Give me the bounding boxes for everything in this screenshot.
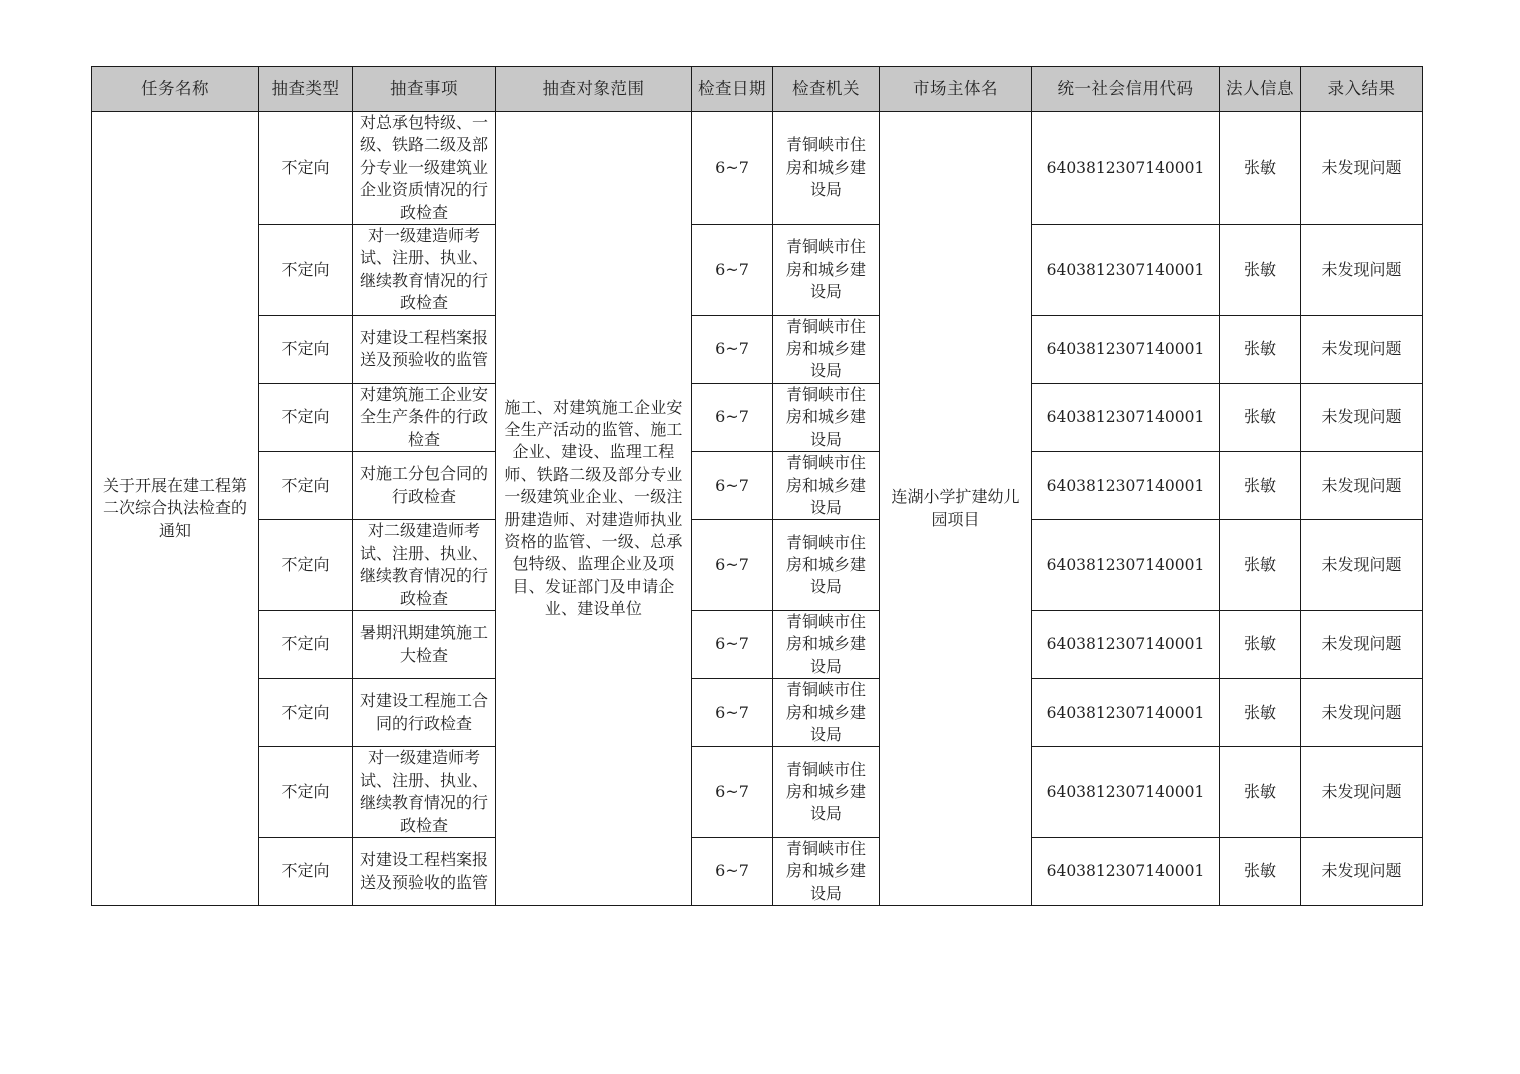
check-date-cell: 6~7 [692, 610, 773, 678]
inspection-table [91, 66, 1423, 906]
check-type-cell: 不定向 [259, 225, 353, 316]
table-row [92, 679, 1423, 747]
credit-code-cell: 6403812307140001 [1032, 838, 1220, 906]
legal-person-cell: 张敏 [1220, 520, 1301, 611]
check-date-cell: 6~7 [692, 225, 773, 316]
legal-person-cell: 张敏 [1220, 679, 1301, 747]
check-agency-cell: 青铜峡市住房和城乡建设局 [773, 838, 880, 906]
table-row [92, 452, 1423, 520]
table-body [92, 112, 1423, 906]
legal-person-cell: 张敏 [1220, 838, 1301, 906]
legal-person-cell: 张敏 [1220, 112, 1301, 225]
entry-result-cell: 未发现问题 [1301, 679, 1423, 747]
credit-code-cell: 6403812307140001 [1032, 520, 1220, 611]
check-agency-cell: 青铜峡市住房和城乡建设局 [773, 315, 880, 383]
credit-code-cell: 6403812307140001 [1032, 747, 1220, 838]
header-check-agency: 检查机关 [773, 67, 880, 112]
entry-result-cell: 未发现问题 [1301, 838, 1423, 906]
check-item-cell: 对建设工程档案报送及预验收的监管 [353, 838, 496, 906]
check-item-cell: 对建设工程施工合同的行政检查 [353, 679, 496, 747]
header-check-item: 抽查事项 [353, 67, 496, 112]
credit-code-cell: 6403812307140001 [1032, 315, 1220, 383]
check-item-cell: 对建设工程档案报送及预验收的监管 [353, 315, 496, 383]
check-type-cell: 不定向 [259, 838, 353, 906]
header-market-entity: 市场主体名 [880, 67, 1032, 112]
check-agency-cell: 青铜峡市住房和城乡建设局 [773, 747, 880, 838]
table-row [92, 520, 1423, 611]
check-date-cell: 6~7 [692, 520, 773, 611]
check-type-cell: 不定向 [259, 520, 353, 611]
check-date-cell: 6~7 [692, 112, 773, 225]
header-check-date: 检查日期 [692, 67, 773, 112]
check-date-cell: 6~7 [692, 315, 773, 383]
check-item-cell: 对施工分包合同的行政检查 [353, 452, 496, 520]
legal-person-cell: 张敏 [1220, 452, 1301, 520]
check-item-cell: 对二级建造师考试、注册、执业、继续教育情况的行政检查 [353, 520, 496, 611]
legal-person-cell: 张敏 [1220, 225, 1301, 316]
entry-result-cell: 未发现问题 [1301, 315, 1423, 383]
entry-result-cell: 未发现问题 [1301, 520, 1423, 611]
entry-result-cell: 未发现问题 [1301, 225, 1423, 316]
object-scope-cell: 施工、对建筑施工企业安全生产活动的监管、施工企业、建设、监理工程师、铁路二级及部分专业一级建筑业企业、一级注册建造师、对建造师执业资格的监管、一级、总承包特级、监理企业及项目、发证部门及申请企业、建设单位 [496, 112, 692, 906]
header-check-type: 抽查类型 [259, 67, 353, 112]
entry-result-cell: 未发现问题 [1301, 383, 1423, 451]
check-agency-cell: 青铜峡市住房和城乡建设局 [773, 520, 880, 611]
check-item-cell: 对总承包特级、一级、铁路二级及部分专业一级建筑业企业资质情况的行政检查 [353, 112, 496, 225]
legal-person-cell: 张敏 [1220, 383, 1301, 451]
table-row [92, 315, 1423, 383]
table-row [92, 112, 1423, 225]
entry-result-cell: 未发现问题 [1301, 112, 1423, 225]
check-agency-cell: 青铜峡市住房和城乡建设局 [773, 112, 880, 225]
table-row [92, 838, 1423, 906]
entry-result-cell: 未发现问题 [1301, 610, 1423, 678]
check-type-cell: 不定向 [259, 679, 353, 747]
header-entry-result: 录入结果 [1301, 67, 1423, 112]
header-object-scope: 抽查对象范围 [496, 67, 692, 112]
check-item-cell: 对建筑施工企业安全生产条件的行政检查 [353, 383, 496, 451]
check-type-cell: 不定向 [259, 383, 353, 451]
entry-result-cell: 未发现问题 [1301, 747, 1423, 838]
table-row [92, 383, 1423, 451]
credit-code-cell: 6403812307140001 [1032, 452, 1220, 520]
check-type-cell: 不定向 [259, 610, 353, 678]
check-type-cell: 不定向 [259, 452, 353, 520]
header-credit-code: 统一社会信用代码 [1032, 67, 1220, 112]
check-type-cell: 不定向 [259, 747, 353, 838]
check-type-cell: 不定向 [259, 112, 353, 225]
check-type-cell: 不定向 [259, 315, 353, 383]
check-date-cell: 6~7 [692, 747, 773, 838]
header-row [92, 67, 1423, 112]
check-agency-cell: 青铜峡市住房和城乡建设局 [773, 383, 880, 451]
check-agency-cell: 青铜峡市住房和城乡建设局 [773, 452, 880, 520]
header-legal-person: 法人信息 [1220, 67, 1301, 112]
check-item-cell: 对一级建造师考试、注册、执业、继续教育情况的行政检查 [353, 747, 496, 838]
check-date-cell: 6~7 [692, 452, 773, 520]
credit-code-cell: 6403812307140001 [1032, 610, 1220, 678]
credit-code-cell: 6403812307140001 [1032, 383, 1220, 451]
check-agency-cell: 青铜峡市住房和城乡建设局 [773, 679, 880, 747]
table-row [92, 747, 1423, 838]
header-task-name: 任务名称 [92, 67, 259, 112]
market-entity-cell: 连湖小学扩建幼儿园项目 [880, 112, 1032, 906]
check-agency-cell: 青铜峡市住房和城乡建设局 [773, 610, 880, 678]
table-row [92, 610, 1423, 678]
credit-code-cell: 6403812307140001 [1032, 112, 1220, 225]
check-date-cell: 6~7 [692, 679, 773, 747]
check-item-cell: 对一级建造师考试、注册、执业、继续教育情况的行政检查 [353, 225, 496, 316]
credit-code-cell: 6403812307140001 [1032, 679, 1220, 747]
check-date-cell: 6~7 [692, 383, 773, 451]
check-item-cell: 暑期汛期建筑施工大检查 [353, 610, 496, 678]
entry-result-cell: 未发现问题 [1301, 452, 1423, 520]
credit-code-cell: 6403812307140001 [1032, 225, 1220, 316]
check-agency-cell: 青铜峡市住房和城乡建设局 [773, 225, 880, 316]
legal-person-cell: 张敏 [1220, 610, 1301, 678]
task-name-cell: 关于开展在建工程第二次综合执法检查的通知 [92, 112, 259, 906]
table-row [92, 225, 1423, 316]
legal-person-cell: 张敏 [1220, 315, 1301, 383]
legal-person-cell: 张敏 [1220, 747, 1301, 838]
check-date-cell: 6~7 [692, 838, 773, 906]
